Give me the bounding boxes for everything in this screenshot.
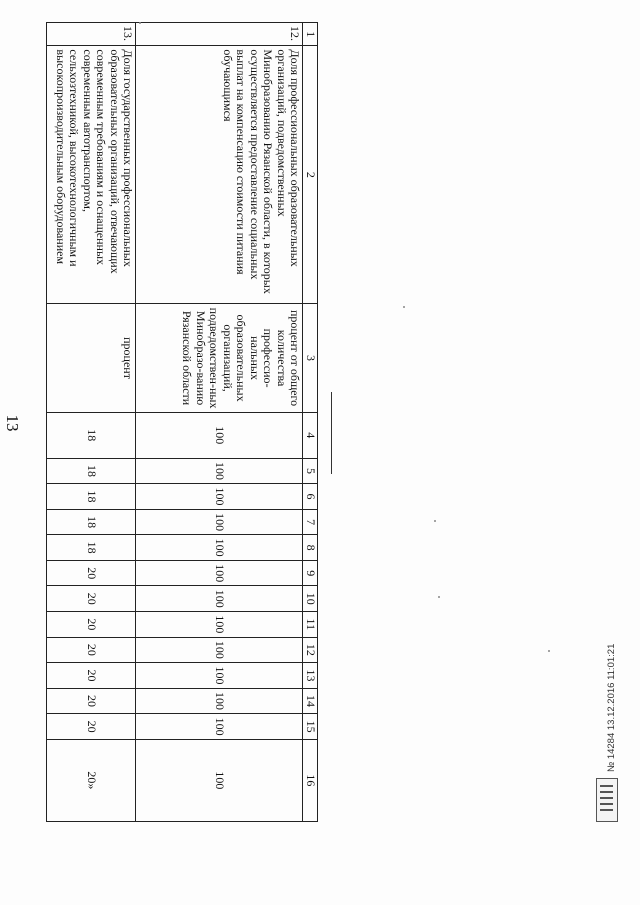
scan-speck [548,650,550,652]
header-cell: 3 [303,304,318,413]
value-cell: 18 [47,458,136,484]
page-number: 13 [3,414,22,432]
value-cell: 18 [47,509,136,535]
value-cell: 100 [136,458,303,484]
indicator-text: Доля профессиональных образовательных организаций, подведомственных Минобразованию Рязанской области, в которых осуществляется предоставление социальных выплат на компенсацию стоимости питания обучающимся [136,46,303,304]
header-cell: 9 [303,560,318,586]
header-cell: 12 [303,637,318,663]
value-cell: 100 [136,484,303,510]
value-cell: 20 [47,612,136,638]
scan-speck [403,306,405,308]
value-cell: 18 [47,412,136,458]
value-cell: 100 [136,612,303,638]
header-row [303,23,318,822]
header-cell: 15 [303,714,318,740]
table-row [136,23,303,822]
value-cell: 20» [47,739,136,821]
value-cell: 100 [136,714,303,740]
value-cell: 100 [136,412,303,458]
registration-text: № 14284 13.12.2016 11:01:21 [606,643,617,772]
header-cell: 6 [303,484,318,510]
value-cell: 100 [136,688,303,714]
value-cell: 100 [136,535,303,561]
header-cell: 4 [303,412,318,458]
unit-text: процент [47,304,136,413]
value-cell: 18 [47,484,136,510]
unit-text: процент от общего количества профессио-нальных образовательных организаций, подведомствен-ных Минобразо-ванию Рязанской области [136,304,303,413]
header-cell: 16 [303,739,318,821]
header-cell: 13 [303,663,318,689]
scan-speck [434,520,436,522]
value-cell: 100 [136,663,303,689]
indicator-text: Доля государственных профессиональных образовательных организаций, отвечающих современным требованиям и оснащенных современным автотранспортом, сельхозтехникой, высокотехнологичным и высокопроизводительным оборудованием [47,46,136,304]
header-cell: 11 [303,612,318,638]
value-cell: 100 [136,739,303,821]
value-cell: 20 [47,663,136,689]
value-cell: 100 [136,509,303,535]
scan-speck [438,596,440,598]
header-cell: 7 [303,509,318,535]
rotated-table-container [50,22,318,822]
value-cell: 20 [47,637,136,663]
value-cell: 100 [136,637,303,663]
header-cell: 14 [303,688,318,714]
value-cell: 20 [47,586,136,612]
value-cell: 20 [47,688,136,714]
registry-stamp-icon [596,778,618,822]
value-cell: 20 [47,560,136,586]
header-cell: 10 [303,586,318,612]
margin-mark-line [331,392,332,474]
header-cell: 8 [303,535,318,561]
table-row [47,23,136,822]
header-cell: 5 [303,458,318,484]
row-number: 13. [47,23,136,46]
row-number: 12. [136,23,303,46]
header-cell: 1 [303,23,318,46]
value-cell: 100 [136,586,303,612]
value-cell: 18 [47,535,136,561]
value-cell: 20 [47,714,136,740]
document-sheet [50,22,318,822]
header-cell: 2 [303,46,318,304]
registration-stamp [606,643,640,783]
scan-speck [139,22,141,24]
value-cell: 100 [136,560,303,586]
indicators-table [46,22,318,822]
